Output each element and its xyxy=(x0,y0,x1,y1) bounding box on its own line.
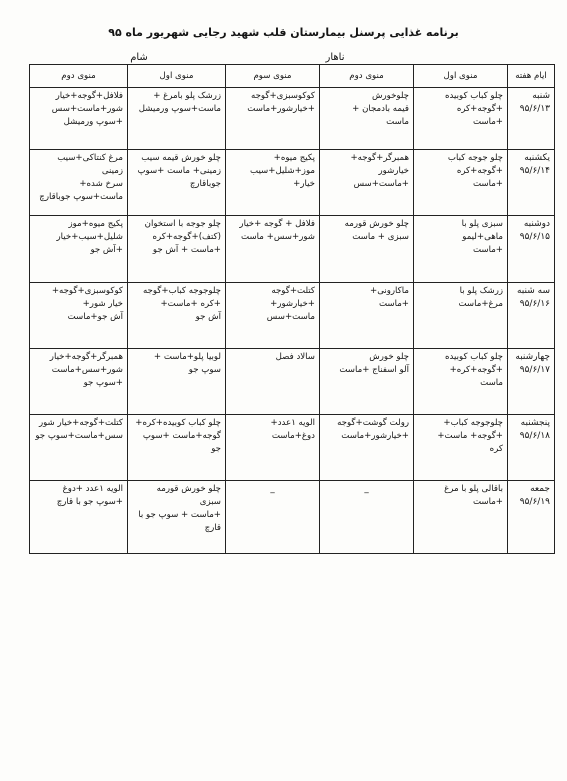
lunch3-cell: الویه ۱عدد+ دوغ+ماست xyxy=(226,415,320,481)
lunch2-cell: _ xyxy=(320,481,414,554)
dinner1-cell: چلو خورش قیمه سیب زمینی+ ماست +سوپ جوباقارچ xyxy=(128,150,226,216)
lunch3-cell: پکیج میوه+ موز+شلیل+سیب خیار+ xyxy=(226,150,320,216)
lunch-section-label: ناهار xyxy=(325,52,345,63)
dinner2-cell: کتلت+گوجه+خیار شور سس+ماست+سوپ جو xyxy=(30,415,128,481)
dinner1-cell: چلو خورش قورمه سبزی +ماست + سوپ جو با قارچ xyxy=(128,481,226,554)
table-row xyxy=(30,150,555,216)
header-row xyxy=(30,65,555,88)
header-weekdays: ایام هفته xyxy=(508,65,555,88)
lunch3-cell: کتلت+گوجه +خیارشور+ ماست+سس xyxy=(226,282,320,348)
header-dinner-menu-2: منوی دوم xyxy=(30,65,128,88)
day-cell: شنبه ۹۵/۶/۱۳ xyxy=(508,88,555,150)
lunch3-cell: _ xyxy=(226,481,320,554)
food-menu-table xyxy=(29,64,555,554)
dinner-section-label: شام xyxy=(130,52,148,63)
lunch1-cell: زرشک پلو با مرغ+ماست xyxy=(414,282,508,348)
lunch2-cell: چلو خورش آلو اسفناج +ماست xyxy=(320,348,414,414)
header-lunch-menu-2: منوی دوم xyxy=(320,65,414,88)
dinner2-cell: مرغ کنتاکی+سیب زمینی سرخ شده+ ماست+سوپ جوباقارچ xyxy=(30,150,128,216)
dinner1-cell: چلو کباب کوبیده+کره+ گوجه+ماست +سوپ جو xyxy=(128,415,226,481)
lunch2-cell: رولت گوشت+گوجه +خیارشور+ماست xyxy=(320,415,414,481)
lunch2-cell: چلو خورش قورمه سبزی + ماست xyxy=(320,216,414,282)
table-row xyxy=(30,282,555,348)
table-row xyxy=(30,415,555,481)
lunch1-cell: چلو کباب کوبیده +گوجه+کره+ ماست xyxy=(414,348,508,414)
day-cell: چهارشنبه ۹۵/۶/۱۷ xyxy=(508,348,555,414)
lunch1-cell: چلو جوجه کباب +گوجه+کره +ماست xyxy=(414,150,508,216)
dinner2-cell: همبرگر+گوجه+خیار شور+سس+ماست +سوپ جو xyxy=(30,348,128,414)
day-cell: سه شنبه ۹۵/۶/۱۶ xyxy=(508,282,555,348)
dinner2-cell: پکیج میوه+موز شلیل+سیب+خیار +آش جو xyxy=(30,216,128,282)
dinner2-cell: الویه ۱عدد +دوغ +سوپ جو با قارچ xyxy=(30,481,128,554)
day-cell: یکشنبه ۹۵/۶/۱۴ xyxy=(508,150,555,216)
table-row xyxy=(30,88,555,150)
lunch1-cell: چلو کباب کوبیده +گوجه+کره +ماست xyxy=(414,88,508,150)
dinner1-cell: لوبیا پلو+ماست + سوپ جو xyxy=(128,348,226,414)
lunch3-cell: کوکوسبزی+گوجه +خیارشور+ماست xyxy=(226,88,320,150)
header-dinner-menu-1: منوی اول xyxy=(128,65,226,88)
lunch2-cell: همبرگر+گوجه+ خیارشور +ماست+سس xyxy=(320,150,414,216)
lunch2-cell: چلوخورش قیمه بادمجان + ماست xyxy=(320,88,414,150)
lunch1-cell: چلوجوجه کباب+ +گوجه+ ماست+ کره xyxy=(414,415,508,481)
dinner1-cell: زرشک پلو بامرغ + ماست+سوپ ورمیشل xyxy=(128,88,226,150)
dinner1-cell: چلوجوجه کباب+گوجه +کره +ماست+ آش جو xyxy=(128,282,226,348)
dinner2-cell: فلافل+گوجه+خیار شور+ماست+سس +سوپ ورمیشل xyxy=(30,88,128,150)
table-row xyxy=(30,216,555,282)
day-cell: جمعه ۹۵/۶/۱۹ xyxy=(508,481,555,554)
dinner1-cell: چلو جوجه با استخوان (کتف)+گوجه+کره +ماست + آش جو xyxy=(128,216,226,282)
dinner2-cell: کوکوسبزی+گوجه+ خیار شور+ آش جو+ماست xyxy=(30,282,128,348)
header-lunch-menu-3: منوی سوم xyxy=(226,65,320,88)
header-lunch-menu-1: منوی اول xyxy=(414,65,508,88)
lunch1-cell: سبزی پلو با ماهی+لیمو +ماست xyxy=(414,216,508,282)
lunch2-cell: ماکارونی+ +ماست xyxy=(320,282,414,348)
lunch3-cell: سالاد فصل xyxy=(226,348,320,414)
day-cell: دوشنبه ۹۵/۶/۱۵ xyxy=(508,216,555,282)
lunch3-cell: فلافل + گوجه +خیار شور+سس+ ماست xyxy=(226,216,320,282)
day-cell: پنجشنبه ۹۵/۶/۱۸ xyxy=(508,415,555,481)
table-row xyxy=(30,348,555,414)
table-row xyxy=(30,481,555,554)
page-title: برنامه غذایی پرسنل بیمارستان قلب شهید رجایی شهریور ماه ۹۵ xyxy=(108,26,459,39)
lunch1-cell: باقالی پلو با مرغ +ماست xyxy=(414,481,508,554)
